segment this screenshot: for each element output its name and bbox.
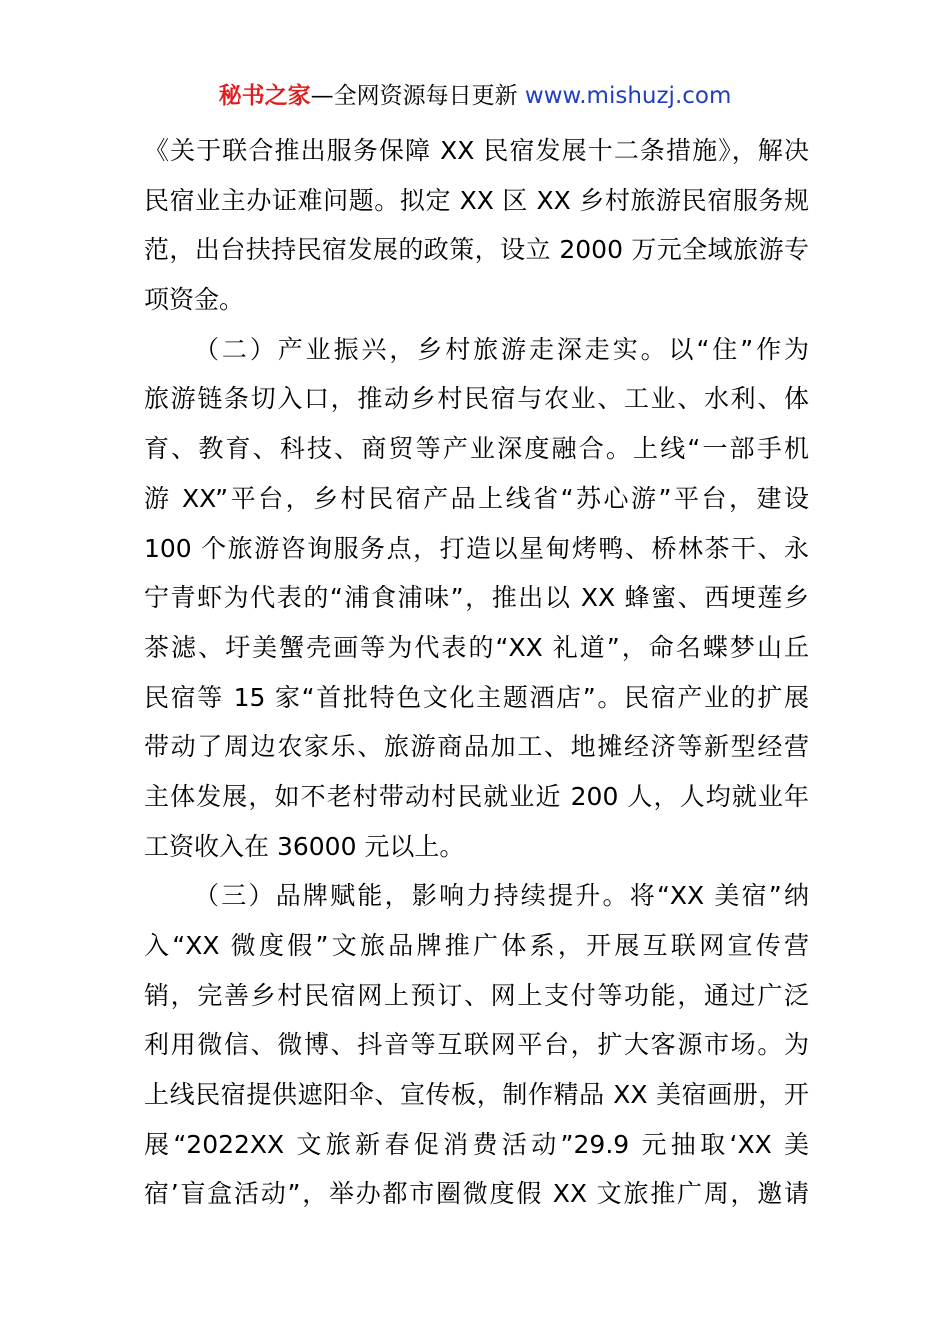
text-line: 游 XX”平台，乡村民宿产品上线省“苏心游”平台，建设	[144, 483, 809, 513]
text-line: 项资金。	[144, 285, 245, 315]
text-line: 入“XX 微度假”文旅品牌推广体系，开展互联网宣传营	[144, 931, 809, 960]
text-line: 销，完善乡村民宿网上预订、网上支付等功能，通过广泛	[144, 980, 809, 1010]
text-line: 利用微信、微博、抖音等互联网平台，扩大客源市场。为	[144, 1030, 809, 1060]
text-line: 展“2022XX 文旅新春促消费活动”29.9 元抽取‘XX 美	[144, 1129, 809, 1159]
text-line: （二）产业振兴，乡村旅游走深走实。以“住”作为	[194, 334, 809, 364]
text-line: 宿’盲盒活动”，举办都市圈微度假 XX 文旅推广周，邀请	[144, 1179, 809, 1209]
document-body	[144, 126, 809, 1219]
text-line: 带动了周边农家乐、旅游商品加工、地摊经济等新型经营	[144, 732, 809, 762]
site-header	[0, 80, 950, 112]
text-line: 上线民宿提供遮阳伞、宣传板，制作精品 XX 美宿画册，开	[144, 1080, 809, 1110]
text-line: 民宿业主办证难问题。拟定 XX 区 XX 乡村旅游民宿服务规	[144, 185, 809, 215]
text-line: 工资收入在 36000 元以上。	[144, 831, 465, 861]
brand-name: 秘书之家	[218, 83, 311, 109]
header-tagline: —全网资源每日更新	[310, 83, 518, 109]
text-line: 宁青虾为代表的“浦食浦味”，推出以 XX 蜂蜜、西埂莲乡	[144, 583, 809, 613]
text-line: 旅游链条切入口，推动乡村民宿与农业、工业、水利、体	[144, 384, 809, 414]
text-line: 民宿等 15 家“首批特色文化主题酒店”。民宿产业的扩展	[144, 682, 809, 712]
text-line: 主体发展，如不老村带动村民就业近 200 人，人均就业年	[144, 781, 809, 811]
text-line: 100 个旅游咨询服务点，打造以星甸烤鸭、桥林茶干、永	[144, 533, 809, 563]
text-line: 《关于联合推出服务保障 XX 民宿发展十二条措施》，解决	[144, 136, 809, 165]
text-line: 育、教育、科技、商贸等产业深度融合。上线“一部手机	[144, 434, 809, 464]
text-line: 范，出台扶持民宿发展的政策，设立 2000 万元全域旅游专	[144, 235, 809, 265]
site-url-link[interactable]: www.mishuzj.com	[524, 83, 732, 109]
text-line: 茶滤、圩美蟹壳画等为代表的“XX 礼道”，命名蝶梦山丘	[144, 632, 809, 662]
text-line: （三）品牌赋能，影响力持续提升。将“XX 美宿”纳	[194, 881, 809, 911]
